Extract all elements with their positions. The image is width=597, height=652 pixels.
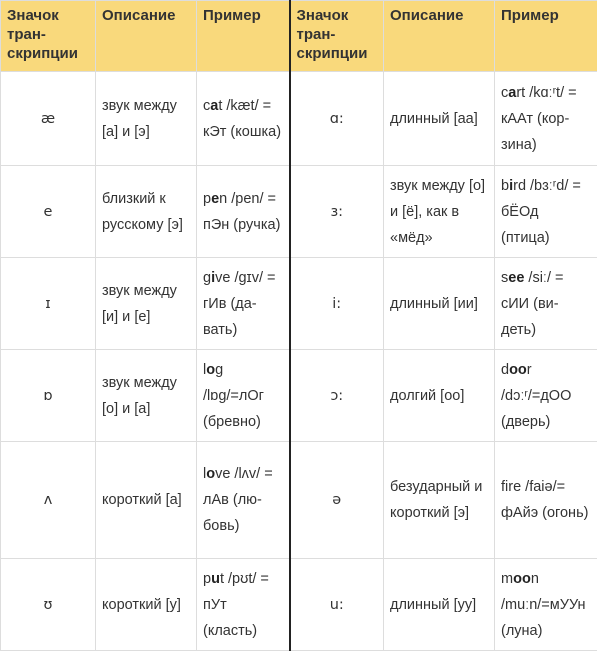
example-highlight: e xyxy=(211,190,220,207)
example-post: n /muːn/=мУУн (луна) xyxy=(501,570,586,639)
symbol-cell: e xyxy=(1,166,96,258)
example-cell xyxy=(495,350,597,442)
example-pre: s xyxy=(501,269,509,286)
example-post: ve /lʌv/ = лАв (лю-бовь) xyxy=(203,466,273,534)
example-post: g /lɒg/=лОг (бревно) xyxy=(203,361,264,430)
symbol-cell: ɪ xyxy=(1,258,96,350)
symbol-cell: ʊ xyxy=(1,559,96,651)
example-highlight: o xyxy=(206,361,216,378)
example-pre: p xyxy=(203,190,212,207)
example-post: t /pʊt/ = пУт (класть) xyxy=(203,570,269,639)
example-pre: l xyxy=(203,466,207,482)
example-pre: g xyxy=(203,269,212,286)
example-cell xyxy=(197,166,290,258)
description-cell: длинный [уу] xyxy=(384,559,495,651)
header-description-left: Описание xyxy=(96,1,197,72)
example-cell xyxy=(197,72,290,166)
example-post: n /pen/ = пЭн (ручка) xyxy=(203,190,281,233)
symbol-cell: ɔ: xyxy=(290,350,384,442)
example-pre: l xyxy=(203,361,207,378)
example-cell xyxy=(197,350,290,442)
example-pre: d xyxy=(501,361,510,378)
example-pre: p xyxy=(203,570,212,587)
example-highlight: oo xyxy=(513,570,531,587)
example-highlight: o xyxy=(206,466,216,482)
header-example-left: Пример xyxy=(197,1,290,72)
header-row xyxy=(1,1,597,72)
table-row xyxy=(1,72,597,166)
description-cell: короткий [у] xyxy=(96,559,197,651)
example-post: r /dɔːʳ/=дОО (дверь) xyxy=(501,361,572,430)
symbol-cell: æ xyxy=(1,72,96,166)
description-cell: безударный и короткий [э] xyxy=(384,442,495,559)
example-pre: c xyxy=(203,97,211,114)
description-cell: длинный [аа] xyxy=(384,72,495,166)
example-cell xyxy=(197,258,290,350)
table-row xyxy=(1,166,597,258)
example-post: rt /kɑːʳt/ = кААт (кор-зина) xyxy=(501,84,577,153)
header-example-right: Пример xyxy=(495,1,597,72)
symbol-cell: i: xyxy=(290,258,384,350)
description-cell: звук между [и] и [е] xyxy=(96,258,197,350)
example-highlight: u xyxy=(211,570,220,587)
example-post: rd /bɜːʳd/ = бЁОд (птица) xyxy=(501,177,581,246)
example-cell xyxy=(495,72,597,166)
example-cell xyxy=(197,559,290,651)
example-highlight: a xyxy=(508,84,517,101)
description-cell: близкий к русскому [э] xyxy=(96,166,197,258)
example-pre: c xyxy=(501,84,509,101)
table-row xyxy=(1,258,597,350)
example-pre: fire /faiə/= фАйэ (огонь) xyxy=(501,479,589,521)
symbol-cell: u: xyxy=(290,559,384,651)
example-cell xyxy=(495,166,597,258)
description-cell: долгий [оо] xyxy=(384,350,495,442)
symbol-cell: ɑ: xyxy=(290,72,384,166)
example-highlight: oo xyxy=(509,361,527,378)
symbol-cell: ʌ xyxy=(1,442,96,559)
example-cell xyxy=(495,559,597,651)
description-cell: звук между [о] и [ё], как в «мёд» xyxy=(384,166,495,258)
example-highlight: i xyxy=(211,269,216,286)
example-highlight: i xyxy=(509,177,514,194)
example-post: /siː/ = сИИ (ви-деть) xyxy=(501,269,564,338)
description-cell: короткий [а] xyxy=(96,442,197,559)
header-symbol-right: Значок тран-скрипции xyxy=(290,1,384,72)
example-post: ve /gɪv/ = гИв (да-вать) xyxy=(203,269,276,338)
description-cell: звук между [о] и [а] xyxy=(96,350,197,442)
example-pre: b xyxy=(501,177,510,194)
example-cell xyxy=(495,258,597,350)
symbol-cell: ə xyxy=(290,442,384,559)
example-cell xyxy=(495,442,597,559)
example-highlight: a xyxy=(210,97,219,114)
example-post: t /kæt/ = кЭт (кошка) xyxy=(203,97,282,140)
symbol-cell: ɜ: xyxy=(290,166,384,258)
table-row xyxy=(1,350,597,442)
header-symbol-left: Значок тран-скрипции xyxy=(1,1,96,72)
table-row xyxy=(1,559,597,651)
header-description-right: Описание xyxy=(384,1,495,72)
example-highlight: ee xyxy=(508,269,525,286)
description-cell: звук между [а] и [э] xyxy=(96,72,197,166)
example-cell xyxy=(197,442,290,559)
table-row xyxy=(1,442,597,559)
description-cell: длинный [ии] xyxy=(384,258,495,350)
symbol-cell: ɒ xyxy=(1,350,96,442)
example-pre: m xyxy=(501,570,514,587)
